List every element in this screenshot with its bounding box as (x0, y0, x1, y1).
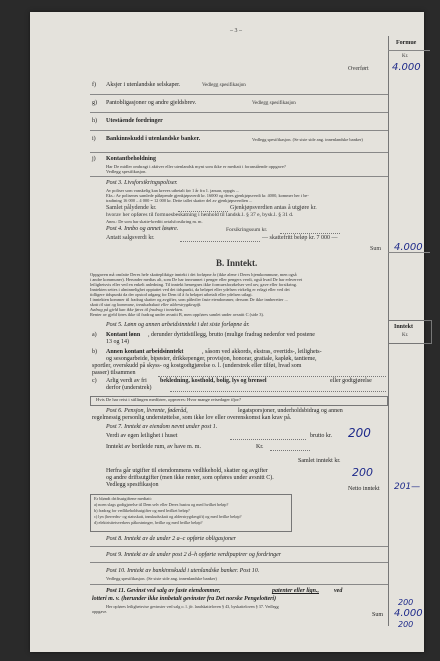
post10-note: Vedlegg spesifikasjon. (Se siste side ang. innenlandske banker) (106, 576, 217, 581)
inntekt-intro-3: leilighetsvis eller ved en enkelt anledning. Til inntekt henregnes ikke formuesforøkelser ved arv, gave eller forsikring. (90, 282, 297, 287)
overfort-label: Overført (348, 66, 369, 72)
post4-sum-label: Sum (370, 246, 382, 252)
post11-note2: oppgave. (92, 609, 108, 614)
post7-netto-label: Netto inntekt (348, 486, 380, 492)
inntekt-intro-2: i andre kommuner). Herunder medtas alt, som De har innvunnet i penger eller pengers verdi, også hvad De har erhvervet (90, 277, 303, 282)
post7-herfra: Herfra går utgifter til eiendommens vedlikehold, skatter og avgifter (106, 468, 268, 474)
post5-b-line4: passer) tilsammen (92, 370, 136, 376)
post5-b-line3: sportler, overskudd på skyss- og kostgodtgjørelse o. l. (understrek eller tilføi, hvad som (92, 363, 302, 369)
handwritten-sum2: 200 (398, 598, 414, 607)
post7-title: Post 7. Inntekt av eiendom nevnt under post 1. (106, 424, 218, 430)
post7-bortleide-kr: Kr. (256, 444, 264, 450)
handwritten-sum1: 4.000 (394, 242, 423, 253)
inntekt-intro-1: Oppgaven må omfatte Deres hele skattepliktige inntekt i det forløpne år (ikke alene i Deres hjemkommune, men også (90, 272, 297, 277)
post5-b-rest: , såsom ved akkords, ekstras, overtids-, leilighets- (202, 349, 322, 355)
post11-line2: lotteri m. v. (herunder ikke innbetalt gevinster fra Det norske Pengelotteri) (92, 596, 277, 602)
inntekt-section-title: B. Inntekt. (216, 258, 258, 268)
inntekt-intro-9: Renter av gjeld føres ikke til fradrag under avsnitt B, men oppføres samlet under avsnitt C (side 3). (90, 312, 264, 317)
post5-title: Post 5. Lønn og annen arbeidsinntekt i det siste forløpne år. (106, 322, 250, 328)
post3-hvorav: hvorav her opføres til formuesbeskatning i henhold til landsk.l. § 37 e, bysk.l. § 31 d. (106, 212, 294, 218)
post5-c-line2: derfor (understrek) (106, 385, 152, 391)
question-b: b) fradrag for vedlikeholdsutgifter og med hvilket beløp? (94, 508, 190, 513)
post5-b-label: Annen kontant arbeidsinntekt (106, 349, 184, 355)
post6-rest: legatsporsjoner, underholdsbidrag og annen (238, 408, 343, 414)
inntekt-intro-5: tidligere tidspunkt da der opstod adgang for Dem til å fa beløpet utbetalt eller ydelsen utlagt. (90, 292, 253, 297)
row-f-note: Vedlegg spesifikasjon (202, 83, 246, 88)
post7-herfra2: og andre driftsutgifter (men ikke renter, som opføres under avsnitt C). (106, 475, 274, 481)
inntekt-intro-7: skatt til stat og kommune, innskudsskatt eller alderstrygdavgift. (90, 302, 202, 307)
inntekt-column-header: Inntekt (394, 324, 414, 330)
post4-minus: — skattefritt beløp kr. 7 000 — (262, 235, 338, 241)
handwritten-sum2b: 4.000 (394, 608, 423, 619)
handwritten-overfort: 4.000 (392, 62, 421, 73)
row-j-label: Kontantbeholdning (106, 156, 157, 162)
post6-line2: regelmessig personlig understøttelse, som ikke lov eller overenskomst kan krav på. (92, 415, 292, 421)
question-head: Er bløndt driftsutgiftene medtatt: (94, 496, 152, 501)
post4-forsikring: Forsikringssum kr. (226, 227, 268, 233)
post6-title: Post 6. Pensjon, livrente, føderåd, (106, 408, 188, 414)
post5-c-rest: eller godtgjørelse (330, 378, 372, 384)
post4-antatt: Antatt salgsverdi kr. (106, 235, 155, 241)
row-i-label: Bankinnskudd i utenlandske banker. (106, 136, 201, 142)
row-h-letter: h) (92, 118, 97, 124)
question-a: a) noen slags godtgjørelse til Dem selv eller Deres hustru og med hvilket beløp? (94, 502, 229, 507)
row-j-note2: Vedlegg spesifikasjon. (106, 169, 147, 174)
post3-samlet: Samlet pålydende kr. (106, 205, 157, 211)
post3-line3: tradtning 16 000 – 4 000 = 12 000 kr. Dette tallet skatter del av gjenkjøpsverdien ... (106, 198, 253, 203)
page-number: – 3 – (230, 28, 242, 34)
row-j-note: Har De midler ombragt i aktiver eller utenlandsk mynt som ikke er medtatt i foranstående oppgave? (106, 164, 286, 169)
post5-b-letter: b) (92, 349, 97, 355)
inntekt-intro-6: I inntekten kommer til fradrag skatter og avgifter, som påhviler faste eiendommer, dersom De ikke innberetter ... (90, 297, 288, 302)
handwritten-total: 200 (398, 620, 414, 629)
question-d: d) elektrisitetsverkers påkostninger, hvilke og med hvilke beløp? (94, 520, 203, 525)
post3-gjenkjop: Gjenkjøpsverdien antas å utgjøre kr. (230, 205, 317, 211)
post11-title: Post 11. Gevinst ved salg av faste eiendommer, (106, 588, 221, 594)
post3-line1: Av poliser som vanskelig kan kreves utbetalt før 1 år fra 1. januar, oppgis ... (106, 188, 240, 193)
post11-note: Her opføres leilighetsvise gevinster ved salg o. l. jfr. landskatteloven § 43, byskatteloven § 37. Vedlegg (106, 604, 279, 609)
handwritten-bolig: 200 (348, 426, 371, 440)
row-i-note: Vedlegg spesifikasjon. (Se siste side ang. innenlandske banker) (252, 137, 363, 142)
post9-title: Post 9. Inntekt av de under post 2 d–h opførte verdipapirer og fordringer (106, 552, 282, 558)
row-g-label: Pantobligasjoner og andre gjeldsbrev. (106, 100, 197, 106)
post5-b-line2: og sesongarbeide, bipøster, drikkepenger, provisjon, honorar, gratiale, kapløk, tantieme, (106, 356, 317, 362)
inntekt-intro-8: Avdrag på gjeld kan ikke føres til fradrag i inntekten. (90, 307, 184, 312)
post3-line2: Eks.: Av polisenes samlede påløpende gjenkjøpsverdi kr. 16000 og deres gjenkjøpsverdi kr. 4000, kommer her i be- (106, 193, 309, 198)
post7-vedlegg: Vedlegg spesifikasjon (106, 482, 159, 488)
post7-verdi-bolig: Verdi av egen leilighet i huset (106, 433, 178, 439)
inntekt-intro-4: Inntekten settes i alminnelighet opptattet ved det tidspunkt, da beløpet eller ydelsen virkelig er erlagt eller ved det (90, 287, 290, 292)
row-h-label: Utestående fordringer (106, 118, 163, 124)
handwritten-netto: 200 (352, 466, 373, 479)
row-i-letter: i) (92, 136, 96, 142)
post5-a-rest2: 13 og 14) (106, 339, 129, 345)
post5-a-rest: , derunder dyrtidstillegg, brutto (mulige fradrag nedenfor ved postene (148, 332, 315, 338)
post7-samlet: Samlet inntekt kr. (298, 458, 341, 464)
question-c: c) lyn (herredss- og statsskatt, innskudsskatt og alderstrygdavgift) og med hvilke beløp? (94, 514, 242, 519)
post3-title: Post 3. Livsforsikringspoliser. (106, 180, 178, 186)
post7-bortleide: Inntekt av bortleide rum, av have m. m. (106, 444, 201, 450)
post11-ved: ved (334, 588, 343, 594)
post8-title: Post 8. Inntekt av de under 2 a–c opførte obligasjoner (106, 536, 236, 542)
tax-form-page (30, 12, 424, 652)
row-g-note: Vedlegg spesifikasjon (252, 101, 296, 106)
post5-a-letter: a) (92, 332, 97, 338)
post4-title: Post 4. Innbo og annet løsøre. (106, 226, 179, 232)
row-j-letter: j) (92, 156, 96, 162)
inntekt-kr-label: Kr. (402, 333, 409, 338)
post5-c-bold: bekledning, kosthold, bolig, lys og brensel (160, 378, 267, 384)
post5-a-label: Kontant lønn (106, 332, 141, 338)
post5-c-letter: c) (92, 378, 97, 384)
post11-patenter: patenter eller lign., (272, 588, 319, 594)
inntekt-sum-label: Sum (372, 612, 384, 618)
handwritten-side-mark: 201— (394, 482, 421, 492)
post5-c-label: Arlig verdi av fri (106, 378, 147, 384)
post7-brutto-label: brutto kr. (310, 433, 332, 439)
row-f-label: Aksjer i utenlandske selskaper. (106, 82, 181, 88)
post10-title: Post 10. Inntekt av bankinnskudd i utenlandske banker. Post 10. (106, 568, 260, 574)
row-g-letter: g) (92, 100, 97, 106)
row-f-letter: f) (92, 82, 96, 88)
kr-label: Kr. (402, 54, 409, 59)
post3-note: Anm.: De som har skatte-kreditt avtalsforsikring m. m. (106, 219, 203, 224)
formue-column-header: Formue (396, 40, 417, 46)
reisedager-note: Hvis De har reist i stillingen medfører, oppveres: Hvor mange reisedager ifjor? (96, 397, 241, 402)
